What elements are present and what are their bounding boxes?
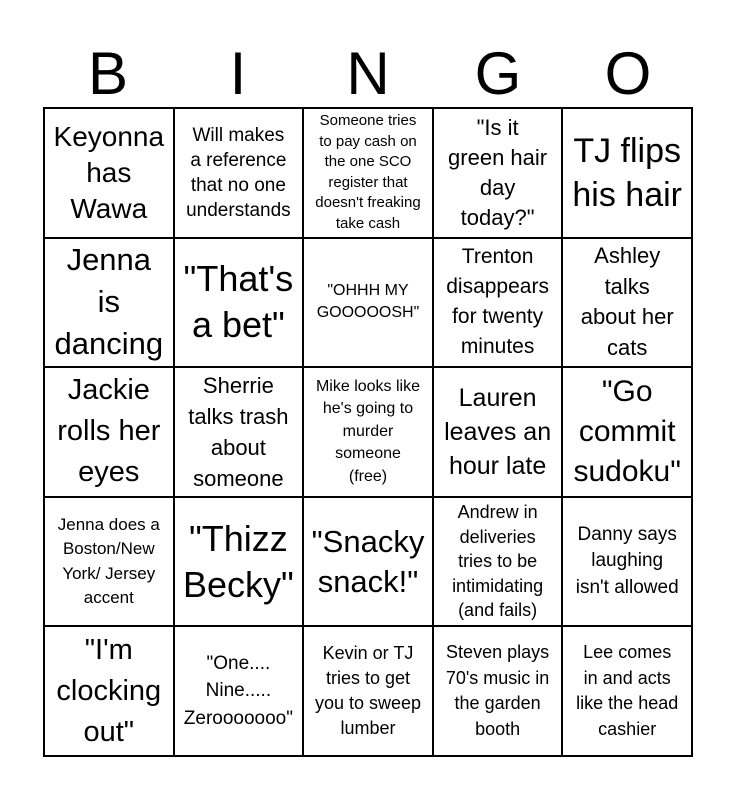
bingo-cell-r4c2[interactable] <box>174 497 304 627</box>
bingo-cell-r5c5[interactable] <box>562 626 692 756</box>
bingo-cell-r1c1[interactable] <box>44 108 174 238</box>
header-letter-i: I <box>229 40 247 107</box>
cell-text: Mike looks like he's going to murder someone (free) <box>315 377 420 485</box>
cell-text: Keyonna has Wawa <box>53 120 165 224</box>
cell-text: "OHHH MY GOOOOOSH" <box>316 282 420 322</box>
bingo-cell-r3c3[interactable] <box>303 367 433 497</box>
bingo-cell-r1c2[interactable] <box>174 108 304 238</box>
bingo-cell-r4c1[interactable] <box>44 497 174 627</box>
header-letter-g: G <box>474 40 522 107</box>
bingo-cell-r1c3[interactable] <box>303 108 433 238</box>
cell-text: Someone tries to pay cash on the one SCO register that doesn't freaking take cash <box>315 112 421 232</box>
bingo-cell-r4c4[interactable] <box>433 497 563 627</box>
bingo-cell-r2c1[interactable] <box>44 238 174 368</box>
cell-text: Kevin or TJ tries to get you to sweep lumber <box>314 643 422 739</box>
cell-text: "Go commit sudoku" <box>573 374 681 488</box>
cell-text: Ashley talks about her cats <box>580 243 674 360</box>
bingo-grid <box>43 107 693 757</box>
bingo-cell-r3c2[interactable] <box>174 367 304 497</box>
cell-text: Jenna does a Boston/New York/ Jersey accent <box>57 514 160 608</box>
cell-text: Jackie rolls her eyes <box>57 374 161 489</box>
bingo-header <box>43 40 693 108</box>
bingo-cell-r4c3[interactable] <box>303 497 433 627</box>
bingo-cell-r4c5[interactable] <box>562 497 692 627</box>
header-letter-o: O <box>604 40 652 107</box>
cell-text: Sherrie talks trash about someone <box>188 373 289 491</box>
cell-text: "Snacky snack!" <box>311 523 425 599</box>
cell-text: "Thizz Becky" <box>182 517 294 605</box>
bingo-cell-r2c4[interactable] <box>433 238 563 368</box>
cell-text: Trenton disappears for twenty minutes <box>446 245 549 359</box>
cell-text: "Is it green hair day today?" <box>448 114 548 230</box>
bingo-cell-r3c4[interactable] <box>433 367 563 497</box>
bingo-cell-r5c1[interactable] <box>44 626 174 756</box>
cell-text: Lee comes in and acts like the head cashier <box>576 642 679 739</box>
cell-text: Jenna is dancing <box>54 242 164 362</box>
cell-text: Andrew in deliveries tries to be intimidating (and fails) <box>452 502 544 621</box>
bingo-cell-r2c2[interactable] <box>174 238 304 368</box>
bingo-cell-r2c5[interactable] <box>562 238 692 368</box>
bingo-cell-r5c3[interactable] <box>303 626 433 756</box>
cell-text: Steven plays 70's music in the garden booth <box>445 642 550 739</box>
bingo-cell-r5c4[interactable] <box>433 626 563 756</box>
header-letter-b: B <box>87 40 129 107</box>
cell-text: Will makes a reference that no one understands <box>186 124 291 221</box>
cell-text: Danny says laughing isn't allowed <box>575 523 679 598</box>
bingo-cell-r1c4[interactable] <box>433 108 563 238</box>
bingo-cell-r3c5[interactable] <box>562 367 692 497</box>
cell-text: TJ flips his hair <box>572 131 682 214</box>
cell-text: Lauren leaves an hour late <box>444 383 552 480</box>
cell-text: "One.... Nine..... Zerooooooo" <box>183 652 293 729</box>
bingo-cell-r2c3[interactable] <box>303 238 433 368</box>
bingo-cell-r1c5[interactable] <box>562 108 692 238</box>
cell-text: "I'm clocking out" <box>56 633 162 748</box>
bingo-cell-r5c2[interactable] <box>174 626 304 756</box>
bingo-cell-r3c1[interactable] <box>44 367 174 497</box>
header-letter-n: N <box>346 40 390 107</box>
cell-text: "That's a bet" <box>183 258 294 346</box>
